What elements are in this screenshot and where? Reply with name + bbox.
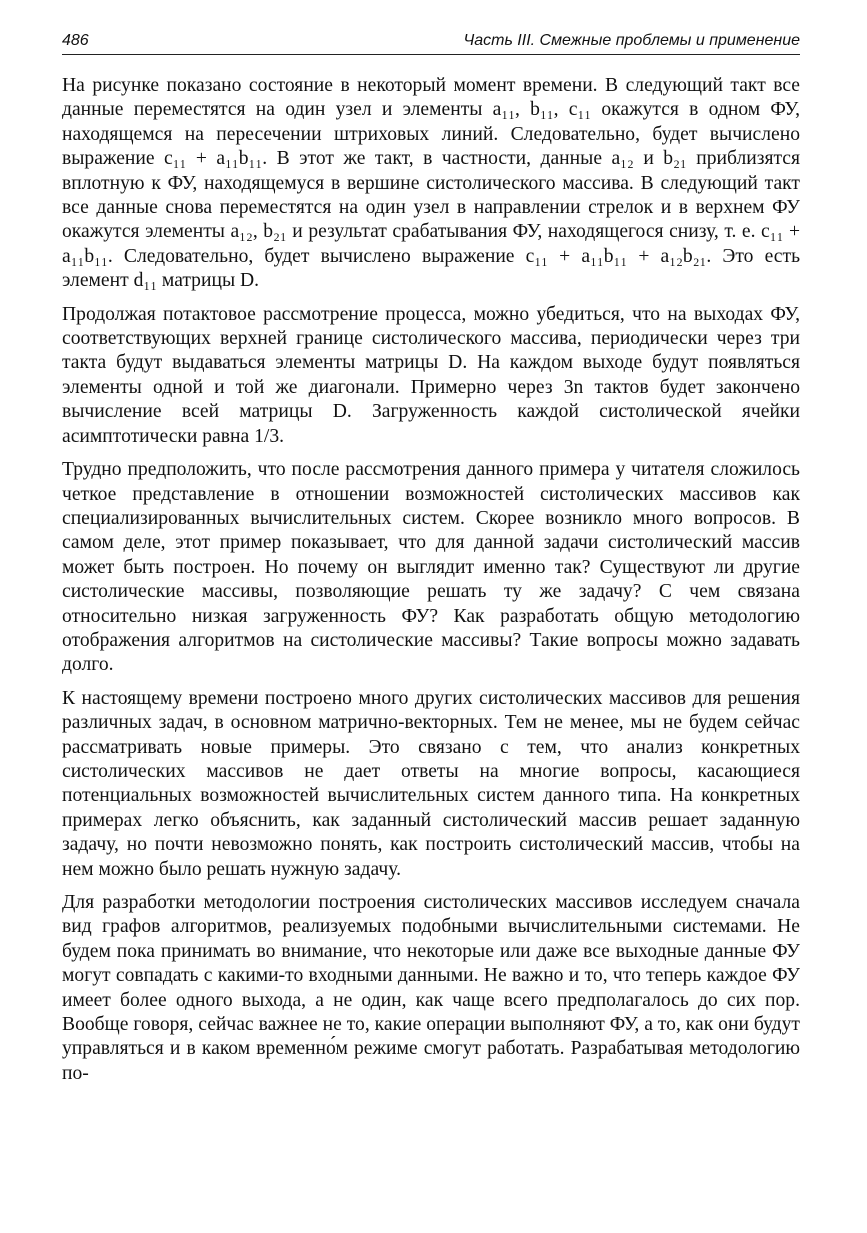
paragraph: Трудно предположить, что после рассмотрения данного примера у читателя сложилось четкое представление в отношении возможностей систолических массивов как специализированных вычислительных систем. Скорее возникло много вопросов. В самом деле, этот пример показывает, что для данной задачи систолический массив может быть построен. Но почему он выглядит именно так? Существуют ли другие систолические массивы, позволяющие решать ту же задачу? С чем связана относительно низкая загруженность ФУ? Как разработать общую методологию отображения алгоритмов на систолические массивы? Такие вопросы можно задавать долго. [62, 459, 800, 676]
page-header [62, 28, 800, 55]
page-body [62, 74, 800, 1095]
paragraph: Для разработки методологии построения систолических массивов исследуем сначала вид графов алгоритмов, реализуемых подобными вычислительными системами. Не будем пока принимать во внимание, что некоторые или даже все выходные данные ФУ могут совпадать с какими-то входными данными. Не важно и то, что теперь каждое ФУ имеет более одного выхода, а не один, как чаще всего предполагалось до сих пор. Вообще говоря, сейчас важнее не то, какие операции выполняют ФУ, а то, как они будут управляться и в каком временно́м режиме смогут работать. Разрабатывая методологию по- [62, 892, 800, 1084]
paragraph: Продолжая потактовое рассмотрение процесса, можно убедиться, что на выходах ФУ, соответствующих верхней границе систолического массива, периодически через три такта будут выдаваться элементы матрицы D. На каждом выходе будут появляться элементы одной и той же диагонали. Примерно через 3n тактов будет закончено вычисление всей матрицы D. Загруженность каждой систолической ячейки асимптотически равна 1/3. [62, 303, 800, 447]
paragraph: На рисунке показано состояние в некоторый момент времени. В следующий такт все данные переместятся на один узел и элементы a₁₁, b₁₁, c₁₁ окажутся в одном ФУ, находящемся на пересечении штриховых линий. Следовательно, будет вычислено выражение c₁₁ + a₁₁b₁₁. В этот же такт, в частности, данные a₁₂ и b₂₁ приблизятся вплотную к ФУ, находящемуся в вершине систолического массива. В следующий такт все данные снова переместятся на один узел в направлении стрелок и в верхнем ФУ окажутся элементы a₁₂, b₂₁ и результат срабатывания ФУ, находящегося снизу, т. е. c₁₁ + a₁₁b₁₁. Следовательно, будет вычислено выражение c₁₁ + a₁₁b₁₁ + a₁₂b₂₁. Это есть элемент d₁₁ матрицы D. [62, 75, 800, 292]
paragraph: К настоящему времени построено много других систолических массивов для решения различных задач, в основном матрично-векторных. Тем не менее, мы не будем сейчас рассматривать новые примеры. Это связано с тем, что анализ конкретных систолических массивов не дает ответы на многие вопросы, касающиеся потенциальных возможностей вычислительных систем данного типа. На конкретных примерах легко объяснить, как заданный систолический массив решает заданную задачу, но почти невозможно понять, как построить систолический массив, чтобы на нем можно было решать нужную задачу. [62, 687, 800, 880]
running-title: Часть III. Смежные проблемы и применение [463, 32, 800, 49]
page-number: 486 [62, 32, 89, 49]
